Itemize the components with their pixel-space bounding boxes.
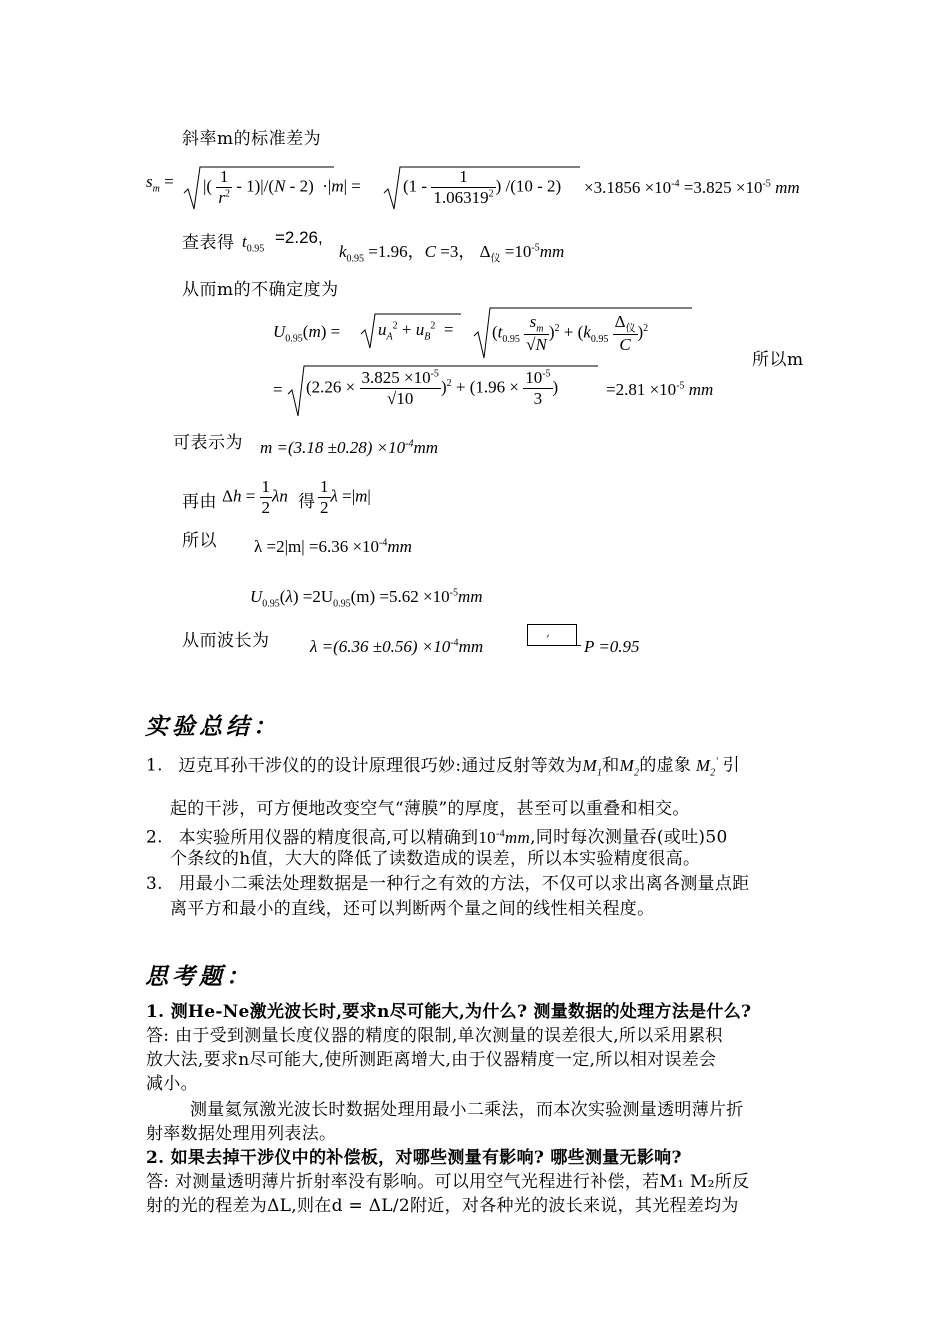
item-1-text-d: 引 bbox=[722, 755, 740, 776]
lambda-result-value: λ =(6.36 ±0.56) ×10 bbox=[310, 637, 451, 656]
item-1-text-c: 的虚象 bbox=[639, 755, 692, 776]
summary-item-2 bbox=[146, 822, 816, 850]
u-formula-uab: $u_A^2 + u_B^2$ = bbox=[378, 320, 454, 343]
item-2-text-a: 本实验所用仪器的精度很高,可以精确到 bbox=[178, 827, 479, 848]
lambda-eq-unit: mm bbox=[387, 537, 412, 556]
m2-symbol: $M_2$ bbox=[619, 755, 640, 779]
delta-value: =10 bbox=[504, 242, 532, 261]
comment-box: , bbox=[527, 624, 577, 646]
u-result: $=2.81 \times 10^{-5}$ mm bbox=[606, 380, 714, 399]
p-value: P =0.95 bbox=[584, 637, 640, 656]
uncertainty-label: 从而m的不确定度为 bbox=[182, 280, 339, 300]
item-3-text-a: 用最小二乘法处理数据是一种行之有效的方法，不仅可以求出离各测量点距 bbox=[178, 874, 750, 894]
t-symbol: $t_{0.95}$ bbox=[242, 232, 265, 255]
num-3825: 3.825 ×10 bbox=[361, 368, 431, 387]
item-1-text-a: 迈克耳孙干涉仪的的设计原理很巧妙:通过反射等效为 bbox=[178, 755, 583, 776]
slope-sd-label: 斜率m的标准差为 bbox=[182, 129, 322, 149]
m-result-value: m =(3.18 ±0.28) ×10 bbox=[260, 438, 406, 457]
summary-item-3-cont: 离平方和最小的直线，还可以判断两个量之间的线性相关程度。 bbox=[170, 899, 655, 919]
u-formula-lhs: $U_{0.95}(m)$ = bbox=[273, 322, 341, 345]
precision-value: $10^{-4}mm$ bbox=[478, 827, 531, 847]
sm-formula-inner-2: (1 - $\frac{1}{1.06319^2}$ ) /(10 - 2) bbox=[403, 167, 562, 207]
sm-final: =3.825 ×10 bbox=[683, 178, 763, 197]
item-2-text-b: ,同时每次测量吞(或吐)50 bbox=[530, 827, 728, 848]
sm-result: $\times 3.1856 \times 10^{-4} =3.825 \times 10^{-5}$ mm bbox=[584, 178, 800, 197]
therefore-m: 所以m bbox=[752, 350, 804, 370]
summary-heading: 实验总结： bbox=[145, 713, 280, 740]
sm-formula-inner: |( $\frac{1}{r^2}$ - 1)|/(N - 2) ·|m| = bbox=[203, 167, 361, 207]
u-formula-terms: ($t_{0.95}$ $\frac{s_m}{√N}$ )$^2 + (k_{0.95}$ $\frac{\Delta_仪}{C}$ )$^2$ bbox=[492, 312, 649, 355]
can-be-expressed: 可表示为 bbox=[173, 433, 243, 453]
wavelength-label: 从而波长为 bbox=[182, 631, 270, 651]
u-formula-numeric: (2.26 × $\frac{3.825 \times 10^{-5}}{√10}$ )$^2$ + (1.96 × $\frac{10^{-5}}{3}$ ) bbox=[306, 368, 559, 408]
lambda-eq-value: λ =2|m| =6.36 ×10 bbox=[254, 537, 380, 556]
answer-1-line-5: 射率数据处理用列表法。 bbox=[146, 1124, 337, 1144]
item-1-num: 1. bbox=[146, 755, 163, 776]
summary-item-1 bbox=[146, 750, 816, 785]
half-lambda-formula: $\frac{1}{2}$ λ =|m| bbox=[320, 477, 371, 517]
u-lambda-eq: =2U bbox=[302, 587, 334, 606]
item-2-num: 2. bbox=[146, 827, 163, 848]
c-value: =3 bbox=[440, 242, 459, 261]
u-lambda-unit: mm bbox=[457, 587, 483, 606]
answer-1-line-3: 减小。 bbox=[146, 1074, 198, 1094]
m-result-unit: mm bbox=[413, 438, 439, 457]
u-unit: mm bbox=[688, 380, 714, 399]
summary-item-1-cont: 起的干涉，可方便地改变空气“薄膜”的厚度，甚至可以重叠和相交。 bbox=[170, 799, 690, 819]
get-label: 得 bbox=[298, 492, 316, 512]
answer-2-line-1: 答: 对测量透明薄片折射率没有影响。可以用空气光程进行补偿，若M₁ M₂所反 bbox=[146, 1172, 750, 1192]
question-2: 2. 如果去掉干涉仪中的补偿板，对哪些测量有影响? 哪些测量无影响? bbox=[146, 1148, 682, 1168]
lambda-eq: $\lambda =2|m| =6.36 \times 10^{-4}mm$ bbox=[254, 537, 412, 556]
answer-1-line-2: 放大法,要求n尽可能大,使所测距离增大,由于仪器精度一定,所以相对误差会 bbox=[146, 1050, 717, 1070]
k-value: =1.96 bbox=[368, 242, 408, 261]
u-value: =2.81 ×10 bbox=[606, 380, 677, 399]
item-3-num: 3. bbox=[146, 874, 163, 894]
lookup-label: 查表得 bbox=[182, 233, 235, 253]
u-lambda-value: (m) =5.62 ×10 bbox=[350, 587, 450, 606]
item-1-text-b: 和 bbox=[602, 755, 620, 776]
r-den: 1.06319 bbox=[433, 188, 489, 207]
sm-formula: $s_m$ = bbox=[146, 172, 174, 195]
num-226: (2.26 × bbox=[306, 377, 356, 397]
answer-1-line-4: 测量氦氖激光波长时数据处理用最小二乘法，而本次实验测量透明薄片折 bbox=[190, 1100, 744, 1120]
answer-1-line-1: 答: 由于受到测量长度仪器的精度的限制,单次测量的误差很大,所以采用累积 bbox=[146, 1026, 723, 1046]
m-result: $m =(3.18 \pm 0.28) \times 10^{-4}mm$ bbox=[260, 438, 439, 457]
comment-leader bbox=[527, 645, 581, 646]
p-value-wrap bbox=[584, 637, 640, 657]
num-196: + (1.96 × bbox=[455, 377, 519, 397]
lambda-result-unit: mm bbox=[458, 637, 484, 656]
delta-unit: mm bbox=[539, 242, 565, 261]
answer-2-line-2: 射的光的程差为ΔL,则在d = ΔL/2附近，对各种光的波长来说，其光程差均为 bbox=[146, 1196, 739, 1216]
m2-prime-symbol: $M_2'$ bbox=[691, 755, 719, 779]
delta-h-formula: Δh = $\frac{1}{2}$ λn bbox=[222, 477, 288, 517]
sm-value: ×3.1856 ×10 bbox=[584, 178, 672, 197]
question-1: 1. 测He-Ne激光波长时,要求n尽可能大,为什么? 测量数据的处理方法是什么? bbox=[146, 1002, 752, 1022]
lambda-result: $\lambda =(6.36 \pm 0.56) \times 10^{-4}mm$ bbox=[310, 637, 484, 656]
u-formula-eq: = bbox=[273, 380, 283, 399]
u-lambda: $U_{0.95}(\lambda) =2U_{0.95}(m) =5.62 \times 10^{-5}mm$ bbox=[250, 587, 483, 610]
therefore-label: 所以 bbox=[182, 531, 217, 551]
sm-unit: mm bbox=[775, 178, 800, 197]
questions-heading: 思考题： bbox=[145, 963, 253, 990]
precision-unit: mm bbox=[504, 827, 531, 847]
summary-item-3 bbox=[146, 872, 816, 896]
t-value: =2.26, bbox=[275, 228, 323, 247]
m1-symbol: $M_1$ bbox=[582, 755, 603, 779]
k-value-line: $k_{0.95} =1.96$，C =3， $\Delta_仪 =10^{-5}mm$ bbox=[339, 242, 565, 265]
summary-item-2-cont: 个条纹的h值，大大的降低了读数造成的误差，所以本实验精度很高。 bbox=[170, 849, 701, 869]
again-from: 再由 bbox=[182, 492, 217, 512]
